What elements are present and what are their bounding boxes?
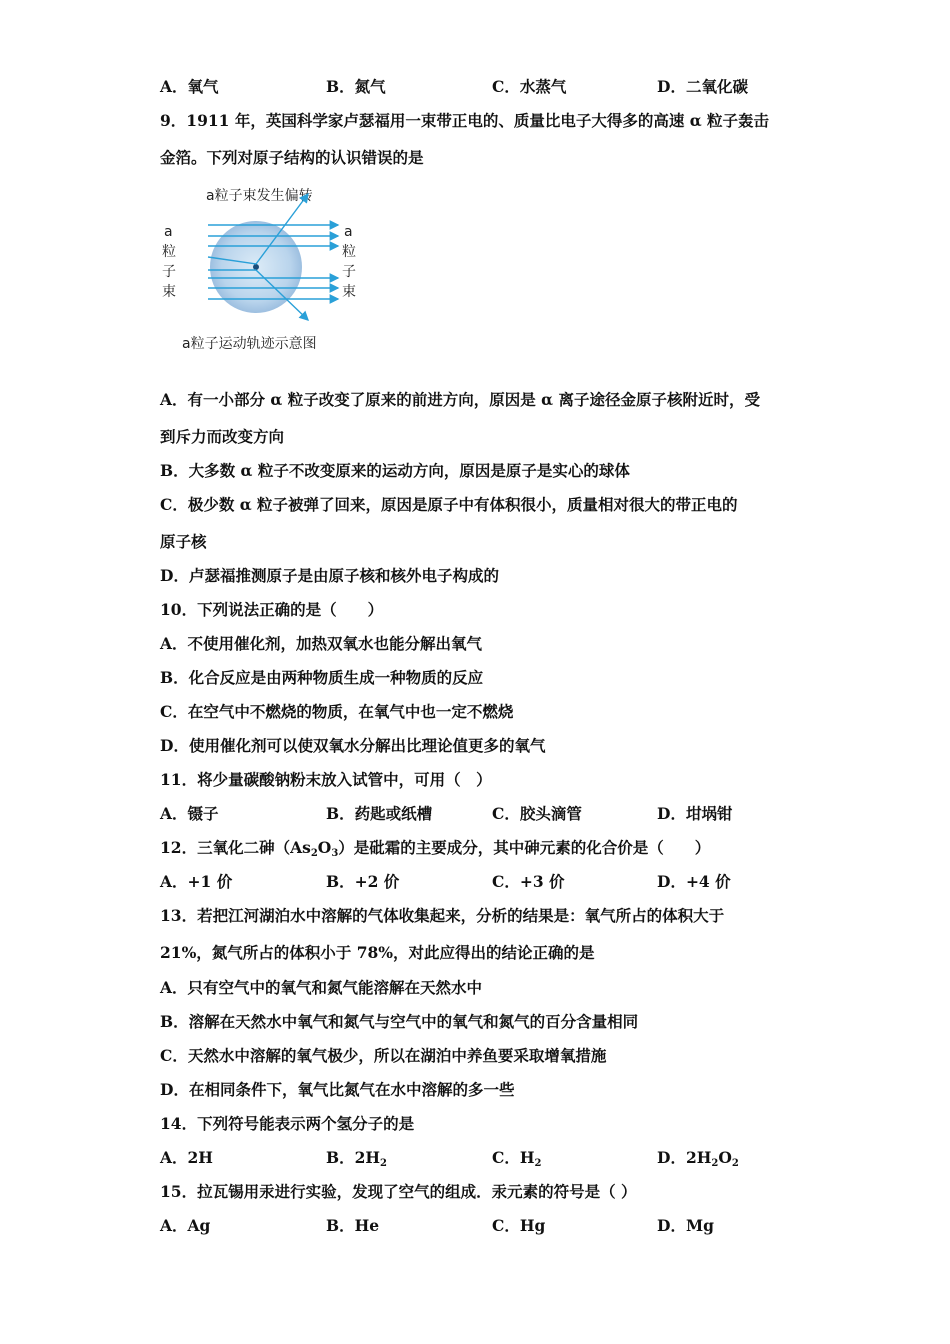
q13-option-b: B．溶解在天然水中氧气和氮气与空气中的氧气和氮气的百分含量相同: [160, 1012, 639, 1031]
q12-option-d: D．+4 价: [657, 872, 731, 891]
q13-option-a: A．只有空气中的氧气和氮气能溶解在天然水中: [160, 978, 483, 997]
q9-stem-line1: 9．1911 年，英国科学家卢瑟福用一束带正电的、质量比电子大得多的高速 α 粒子轰击: [160, 111, 770, 130]
q12-option-c: C．+3 价: [492, 872, 565, 891]
q15-stem: 15．拉瓦锡用汞进行实验，发现了空气的组成．汞元素的符号是（ ）: [160, 1182, 637, 1201]
q9-option-c-line1: C．极少数 α 粒子被弹了回来，原因是原子中有体积很小，质量相对很大的带正电的: [160, 495, 738, 514]
q12-option-a: A．+1 价: [160, 872, 233, 891]
alpha-scattering-diagram: [160, 180, 360, 358]
q14-option-c: C．$H_2$: [492, 1148, 542, 1169]
q13-stem-line2: 21%，氮气所占的体积小于 78%，对此应得出的结论正确的是: [160, 943, 595, 962]
q14-option-d: D．$2H_2O_2$: [657, 1148, 739, 1169]
svg-text:粒: 粒: [342, 244, 356, 260]
q10-option-c: C．在空气中不燃烧的物质，在氧气中也一定不燃烧: [160, 702, 514, 721]
q10-option-a: A．不使用催化剂，加热双氧水也能分解出氧气: [160, 634, 483, 653]
figure-top-label: a粒子束发生偏转: [206, 188, 313, 204]
svg-text:束: 束: [342, 284, 356, 300]
q8-option-d: D．二氧化碳: [657, 77, 748, 96]
q10-stem: 10．下列说法正确的是（ ）: [160, 600, 384, 619]
svg-text:子: 子: [162, 264, 176, 280]
q11-option-a: A．镊子: [160, 804, 219, 823]
q9-stem-line2: 金箔。下列对原子结构的认识错误的是: [160, 148, 424, 167]
q13-option-c: C．天然水中溶解的氧气极少，所以在湖泊中养鱼要采取增氧措施: [160, 1046, 607, 1065]
q8-option-b: B．氮气: [326, 77, 386, 96]
q13-stem-line1: 13．若把江河湖泊水中溶解的气体收集起来，分析的结果是：氧气所占的体积大于: [160, 906, 725, 925]
svg-text:a: a: [164, 224, 173, 240]
q9-option-a-line2: 到斥力而改变方向: [160, 427, 285, 446]
q11-option-d: D．坩埚钳: [657, 804, 733, 823]
q9-option-c-line2: 原子核: [160, 532, 207, 551]
q15-option-c: C．Hg: [492, 1216, 546, 1235]
q15-option-d: D．Mg: [657, 1216, 714, 1235]
q11-option-b: B．药匙或纸槽: [326, 804, 433, 823]
q9-option-b: B．大多数 α 粒子不改变原来的运动方向，原因是原子是实心的球体: [160, 461, 630, 480]
q14-option-b: B．$2H_2$: [326, 1148, 387, 1169]
alpha-scattering-figure: [160, 180, 360, 358]
figure-right-label: [342, 224, 356, 300]
q14-option-a: A．2H: [160, 1148, 213, 1167]
figure-left-label: [162, 224, 176, 300]
q8-option-c: C．水蒸气: [492, 77, 567, 96]
q12-option-b: B．+2 价: [326, 872, 400, 891]
q15-option-b: B．He: [326, 1216, 380, 1235]
figure-bottom-label: a粒子运动轨迹示意图: [182, 336, 317, 352]
q11-option-c: C．胶头滴管: [492, 804, 582, 823]
svg-text:a: a: [344, 224, 353, 240]
q9-option-a-line1: A．有一小部分 α 粒子改变了原来的前进方向，原因是 α 离子途径金原子核附近时，受: [160, 390, 760, 409]
q12-stem: 12．三氧化二砷$(As_2O_3)$是砒霜的主要成分，其中砷元素的化合价是（ ）: [160, 838, 711, 859]
q8-option-a: A．氧气: [160, 77, 219, 96]
q14-stem: 14．下列符号能表示两个氢分子的是: [160, 1114, 415, 1133]
svg-text:子: 子: [342, 264, 356, 280]
atomic-nucleus: [253, 264, 259, 270]
q13-option-d: D．在相同条件下，氧气比氮气在水中溶解的多一些: [160, 1080, 515, 1099]
q11-stem: 11．将少量碳酸钠粉末放入试管中，可用（ ）: [160, 770, 492, 789]
q9-option-d: D．卢瑟福推测原子是由原子核和核外电子构成的: [160, 566, 499, 585]
q10-option-d: D．使用催化剂可以使双氧水分解出比理论值更多的氧气: [160, 736, 546, 755]
svg-text:粒: 粒: [162, 244, 176, 260]
q10-option-b: B．化合反应是由两种物质生成一种物质的反应: [160, 668, 484, 687]
q15-option-a: A．Ag: [160, 1216, 211, 1235]
svg-text:束: 束: [162, 284, 176, 300]
